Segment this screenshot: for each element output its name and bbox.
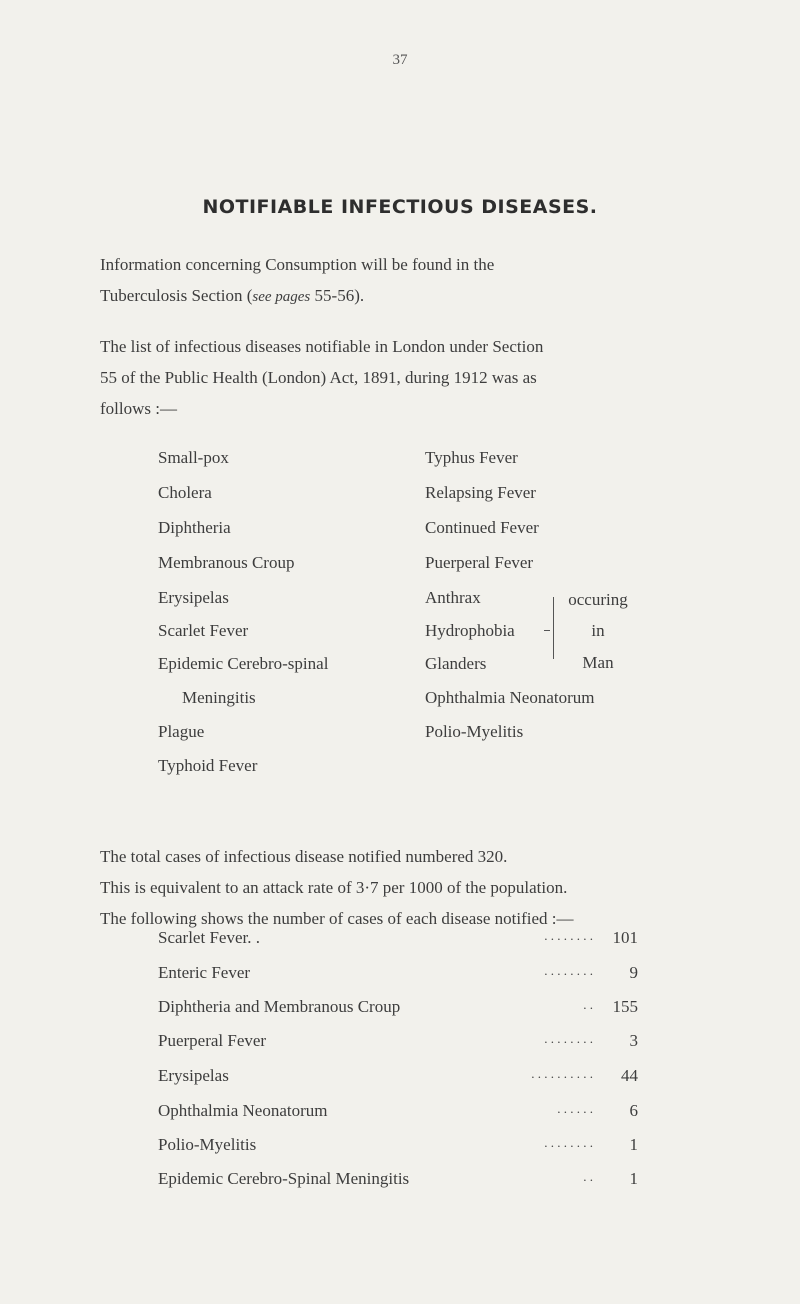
- leader-dots: . .: [583, 997, 593, 1012]
- cases-row: [158, 1101, 638, 1125]
- disease-name: Puerperal Fever: [158, 1031, 267, 1050]
- summary-paragraph: [100, 841, 658, 934]
- occurring-note-line: in: [591, 621, 605, 640]
- disease-right-item: Anthrax: [425, 588, 481, 607]
- cases-row: [158, 963, 638, 987]
- disease-name: Ophthalmia Neonatorum: [158, 1101, 328, 1120]
- consumption-note-pages: 55-56).: [310, 286, 365, 305]
- disease-left-item: Meningitis: [182, 688, 256, 707]
- disease-left-item: Small-pox: [158, 448, 229, 467]
- consumption-note-line-2: [100, 280, 658, 313]
- disease-left-item: Membranous Croup: [158, 553, 295, 572]
- leader-dots: . . . . . . . .: [544, 963, 593, 978]
- case-count: 3: [629, 1031, 638, 1050]
- disease-right-item: Ophthalmia Neonatorum: [425, 688, 595, 707]
- leader-dots: . . . . . . . .: [544, 1031, 593, 1046]
- disease-right-item: Puerperal Fever: [425, 553, 534, 572]
- disease-name: Erysipelas: [158, 1066, 229, 1085]
- disease-name: Epidemic Cerebro-Spinal Meningitis: [158, 1169, 410, 1188]
- page-number: 37: [392, 52, 408, 68]
- see-pages-reference: see pages: [252, 289, 311, 305]
- page-title: NOTIFIABLE INFECTIOUS DISEASES.: [202, 196, 598, 218]
- leader-dots: . . . . . . . .: [544, 928, 593, 943]
- occurring-note-line: Man: [582, 653, 614, 672]
- leader-dots: . . . . . . . . . .: [531, 1066, 593, 1081]
- disease-right-item: Glanders: [425, 654, 487, 673]
- summary-line-2: This is equivalent to an attack rate of 3·7 per 1000 of the population.: [100, 878, 568, 897]
- summary-line-3: The following shows the number of cases of each disease notified :—: [100, 909, 574, 928]
- cases-row: [158, 997, 638, 1021]
- list-intro-line-3: follows :—: [100, 399, 177, 418]
- consumption-note-line-1: Information concerning Consumption will be found in the: [100, 255, 495, 274]
- disease-right-item: Hydrophobia: [425, 621, 515, 640]
- case-count: 44: [621, 1066, 638, 1085]
- case-count: 101: [612, 928, 638, 947]
- disease-left-item: Epidemic Cerebro-spinal: [158, 654, 329, 673]
- cases-row: [158, 928, 638, 952]
- consumption-note: [100, 249, 658, 313]
- disease-name: Scarlet Fever. .: [158, 928, 260, 947]
- cases-row: [158, 1031, 638, 1055]
- case-count: 155: [612, 997, 638, 1016]
- list-intro-line-2: 55 of the Public Health (London) Act, 1891, during 1912 was as: [100, 368, 537, 387]
- cases-row: [158, 1135, 638, 1159]
- notifiable-list-intro: [100, 331, 658, 424]
- case-count: 6: [629, 1101, 638, 1120]
- disease-left-item: Cholera: [158, 483, 212, 502]
- grouping-brace-tick: [544, 630, 550, 631]
- disease-name: Enteric Fever: [158, 963, 251, 982]
- leader-dots: . .: [583, 1169, 593, 1184]
- consumption-note-text: Tuberculosis Section (: [100, 286, 253, 305]
- disease-left-item: Typhoid Fever: [158, 756, 258, 775]
- list-intro-line-1: The list of infectious diseases notifiable in London under Section: [100, 337, 544, 356]
- leader-dots: . . . . . .: [557, 1101, 593, 1116]
- leader-dots: . . . . . . . .: [544, 1135, 593, 1150]
- case-count: 1: [629, 1169, 638, 1188]
- cases-row: [158, 1066, 638, 1090]
- disease-left-item: Diphtheria: [158, 518, 231, 537]
- disease-right-item: Polio-Myelitis: [425, 722, 524, 741]
- disease-right-item: Typhus Fever: [425, 448, 518, 467]
- disease-left-item: Scarlet Fever: [158, 621, 249, 640]
- occurring-note-line: occuring: [568, 590, 628, 609]
- case-count: 9: [629, 963, 638, 982]
- disease-left-item: Plague: [158, 722, 205, 741]
- case-count: 1: [629, 1135, 638, 1154]
- disease-name: Polio-Myelitis: [158, 1135, 257, 1154]
- summary-line-1: The total cases of infectious disease notified numbered 320.: [100, 847, 508, 866]
- disease-right-item: Continued Fever: [425, 518, 539, 537]
- grouping-brace: [547, 597, 554, 659]
- disease-right-item: Relapsing Fever: [425, 483, 536, 502]
- cases-row: [158, 1169, 638, 1193]
- disease-left-item: Erysipelas: [158, 588, 229, 607]
- disease-name: Diphtheria and Membranous Croup: [158, 997, 401, 1016]
